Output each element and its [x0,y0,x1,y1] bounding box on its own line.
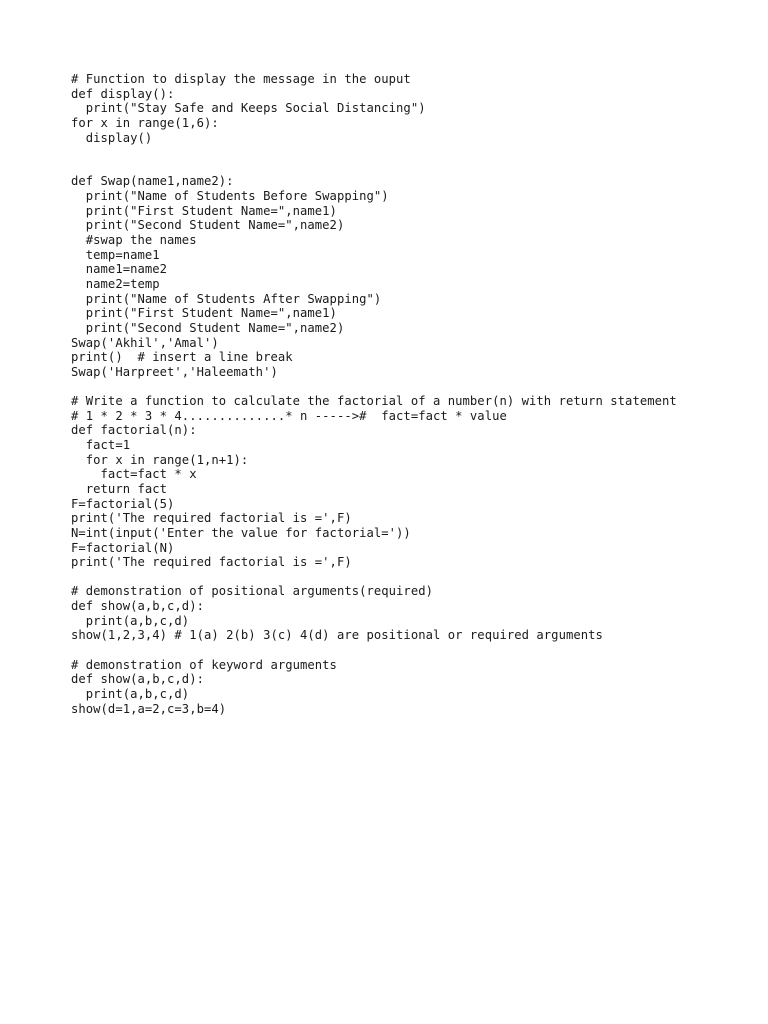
code-line: # Function to display the message in the ouput [71,72,411,86]
code-line: print("Name of Students After Swapping") [71,291,382,306]
code-line: show(1,2,3,4) # 1(a) 2(b) 3(c) 4(d) are positional or required arguments [71,628,603,643]
code-line: print('The required factorial is =',F) [71,511,352,526]
code-line: def factorial(n): [71,423,197,438]
code-line: print() # insert a line break [71,350,293,365]
code-line: name1=name2 [71,262,168,277]
code-line: print("Name of Students Before Swapping") [71,189,389,204]
code-line: # demonstration of keyword arguments [71,657,337,672]
code-line: print("First Student Name=",name1) [71,306,337,321]
code-line: print("Second Student Name=",name2) [71,320,345,335]
code-line: return fact [71,481,168,496]
code-line: for x in range(1,6): [71,115,219,130]
code-line: def show(a,b,c,d): [71,672,204,687]
code-line: show(d=1,a=2,c=3,b=4) [71,701,227,716]
code-line: N=int(input('Enter the value for factorial=')) [71,525,411,540]
code-line: print(a,b,c,d) [71,686,190,701]
code-line: for x in range(1,n+1): [71,452,249,467]
code-line [71,160,677,175]
code-line: def Swap(name1,name2): [71,174,234,189]
code-line [71,379,677,394]
code-line: print("Second Student Name=",name2) [71,218,345,233]
code-line: # 1 * 2 * 3 * 4..............* n -----># fact=fact * value [71,408,507,423]
code-line [71,570,677,585]
code-line: print(a,b,c,d) [71,613,190,628]
code-line: def show(a,b,c,d): [71,599,204,614]
code-line: def display(): [71,86,175,101]
code-listing [71,72,677,716]
code-line: temp=name1 [71,247,160,262]
code-line [71,643,677,658]
code-line: # demonstration of positional arguments(required) [71,584,433,599]
code-line: #swap the names [71,233,197,248]
code-line: fact=fact * x [71,467,197,482]
code-line: Swap('Harpreet','Haleemath') [71,364,278,379]
code-line: fact=1 [71,438,131,453]
code-line: name2=temp [71,276,160,291]
code-line: F=factorial(N) [71,540,175,555]
code-line: print("Stay Safe and Keeps Social Distancing") [71,101,426,116]
code-line: Swap('Akhil','Amal') [71,335,219,350]
code-line [71,145,677,160]
code-line: F=factorial(5) [71,496,175,511]
code-line: display() [71,130,153,145]
code-line: print("First Student Name=",name1) [71,203,337,218]
code-line: # Write a function to calculate the factorial of a number(n) with return statement [71,394,677,409]
code-line: print('The required factorial is =',F) [71,555,352,570]
